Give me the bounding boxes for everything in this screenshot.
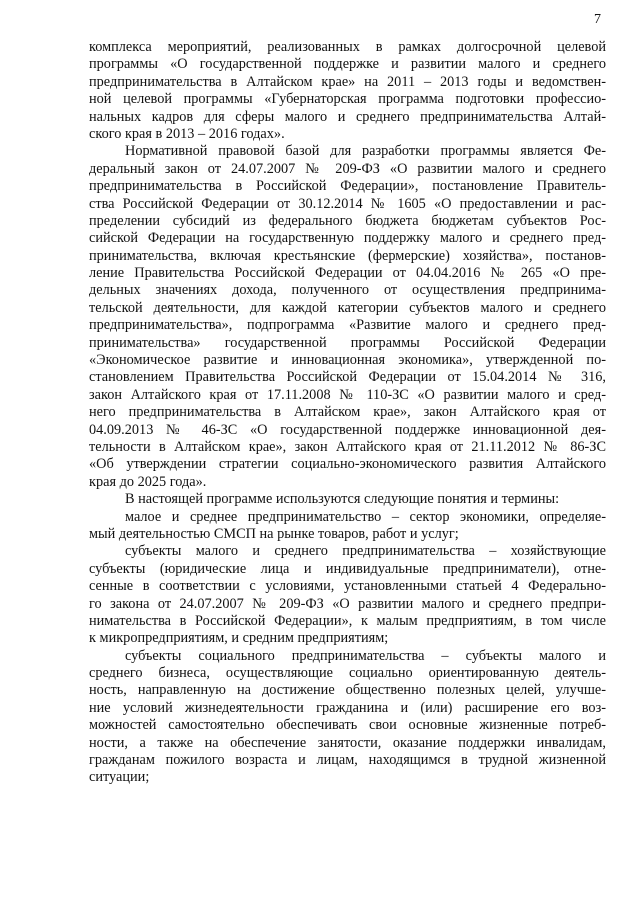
paragraph-p5 [89,543,606,647]
text-line: предпринимательства в Российской Федерации», постановление Правитель- [89,178,606,195]
text-line: пределении субсидий из федерального бюджета бюджетам субъектов Рос- [89,212,606,229]
text-line: принимательства» государственной программы Российской Федерации [89,334,606,351]
text-line: субъекты малого и среднего предпринимательства – хозяйствующие [125,543,606,560]
text-line: тельности в Алтайском крае», закон Алтайского края от 21.11.2012 № 86-ЗС [89,438,606,455]
text-line: го закона от 24.07.2007 № 209-ФЗ «О развитии малого и среднего предпри- [89,595,606,612]
text-line: нимательства в Российской Федерации», к малым предприятиям, в том числе [89,612,606,629]
text-line: мый деятельностью СМСП на рынке товаров, работ и услуг; [89,525,459,542]
text-line: нальных кадров для сферы малого и среднего предпринимательства Алтай- [89,108,606,125]
text-line: предпринимательства в Алтайском крае» на 2011 – 2013 годы и ведомствен- [89,73,606,90]
text-line: предпринимательства», подпрограмма «Развитие малого и среднего пред- [89,317,606,334]
text-line: субъекты (юридические лица и индивидуальные предприниматели), отне- [89,560,606,577]
text-line: ной целевой программы «Губернаторская программа подготовки профессио- [89,91,606,108]
paragraph-p6 [89,648,606,787]
text-line: ности, а также на обеспечение занятости, оказание поддержки инвалидам, [89,734,606,751]
text-line: 04.09.2013 № 46-ЗС «О государственной поддержке инновационной дея- [89,421,606,438]
document-body [89,39,606,787]
text-line: гражданам пожилого возраста и лицам, находящимся в трудной жизненной [89,752,606,769]
text-line: сийской Федерации на государственную поддержку малого и среднего пред- [89,230,606,247]
paragraph-p2 [89,143,606,491]
text-line: В настоящей программе используются следующие понятия и термины: [125,491,560,508]
text-line: ность, направленную на достижение общественно полезных целей, улучше- [89,682,606,699]
text-line: «Об утверждении стратегии социально-экономического развития Алтайского [89,456,606,473]
text-line: ние условий жизнедеятельности гражданина и (или) расширение его воз- [89,699,606,716]
text-line: сенные в соответствии с условиями, установленными статьей 4 Федерально- [89,578,606,595]
text-line: Нормативной правовой базой для разработки программы является Фе- [125,143,606,160]
text-line: ского края в 2013 – 2016 годах». [89,125,285,142]
text-line: ситуации; [89,769,150,786]
paragraph-p3 [89,491,606,508]
text-line: «Экономическое развитие и инновационная экономика», утвержденной по- [89,352,606,369]
text-line: можностей самостоятельно обеспечивать свои основные жизненные потреб- [89,717,606,734]
text-line: комплекса мероприятий, реализованных в рамках долгосрочной целевой [89,39,606,55]
text-line: программы «О государственной поддержке и развитии малого и среднего [89,56,606,73]
text-line: деральный закон от 24.07.2007 № 209-ФЗ «О развитии малого и среднего [89,160,606,177]
text-line: тельской деятельности, для каждой категории субъектов малого и среднего [89,299,606,316]
paragraph-p4 [89,509,606,544]
text-line: среднего бизнеса, осуществляющие социально ориентированную деятель- [89,665,606,682]
text-line: дельных значениях дохода, полученного от осуществления предпринима- [89,282,606,299]
text-line: края до 2025 года». [89,473,207,490]
text-line: становлением Правительства Российской Федерации от 15.04.2014 № 316, [89,369,606,386]
page-number: 7 [594,12,601,27]
text-line: к микропредприятиям, и средним предприятиям; [89,630,389,647]
text-line: субъекты социального предпринимательства – субъекты малого и [125,647,606,664]
text-line: принимательства, включая крестьянские (фермерские) хозяйства», постанов- [89,247,606,264]
paragraph-p1 [89,39,606,143]
text-line: него предпринимательства в Алтайском крае», закон Алтайского края от [89,404,606,421]
text-line: ства Российской Федерации от 30.12.2014 № 1605 «О предоставлении и рас- [89,195,606,212]
text-line: ление Правительства Российской Федерации от 04.04.2016 № 265 «О пре- [89,265,606,282]
text-line: закон Алтайского края от 17.11.2008 № 110-ЗС «О развитии малого и сред- [89,386,606,403]
text-line: малое и среднее предпринимательство – сектор экономики, определяе- [125,508,606,525]
